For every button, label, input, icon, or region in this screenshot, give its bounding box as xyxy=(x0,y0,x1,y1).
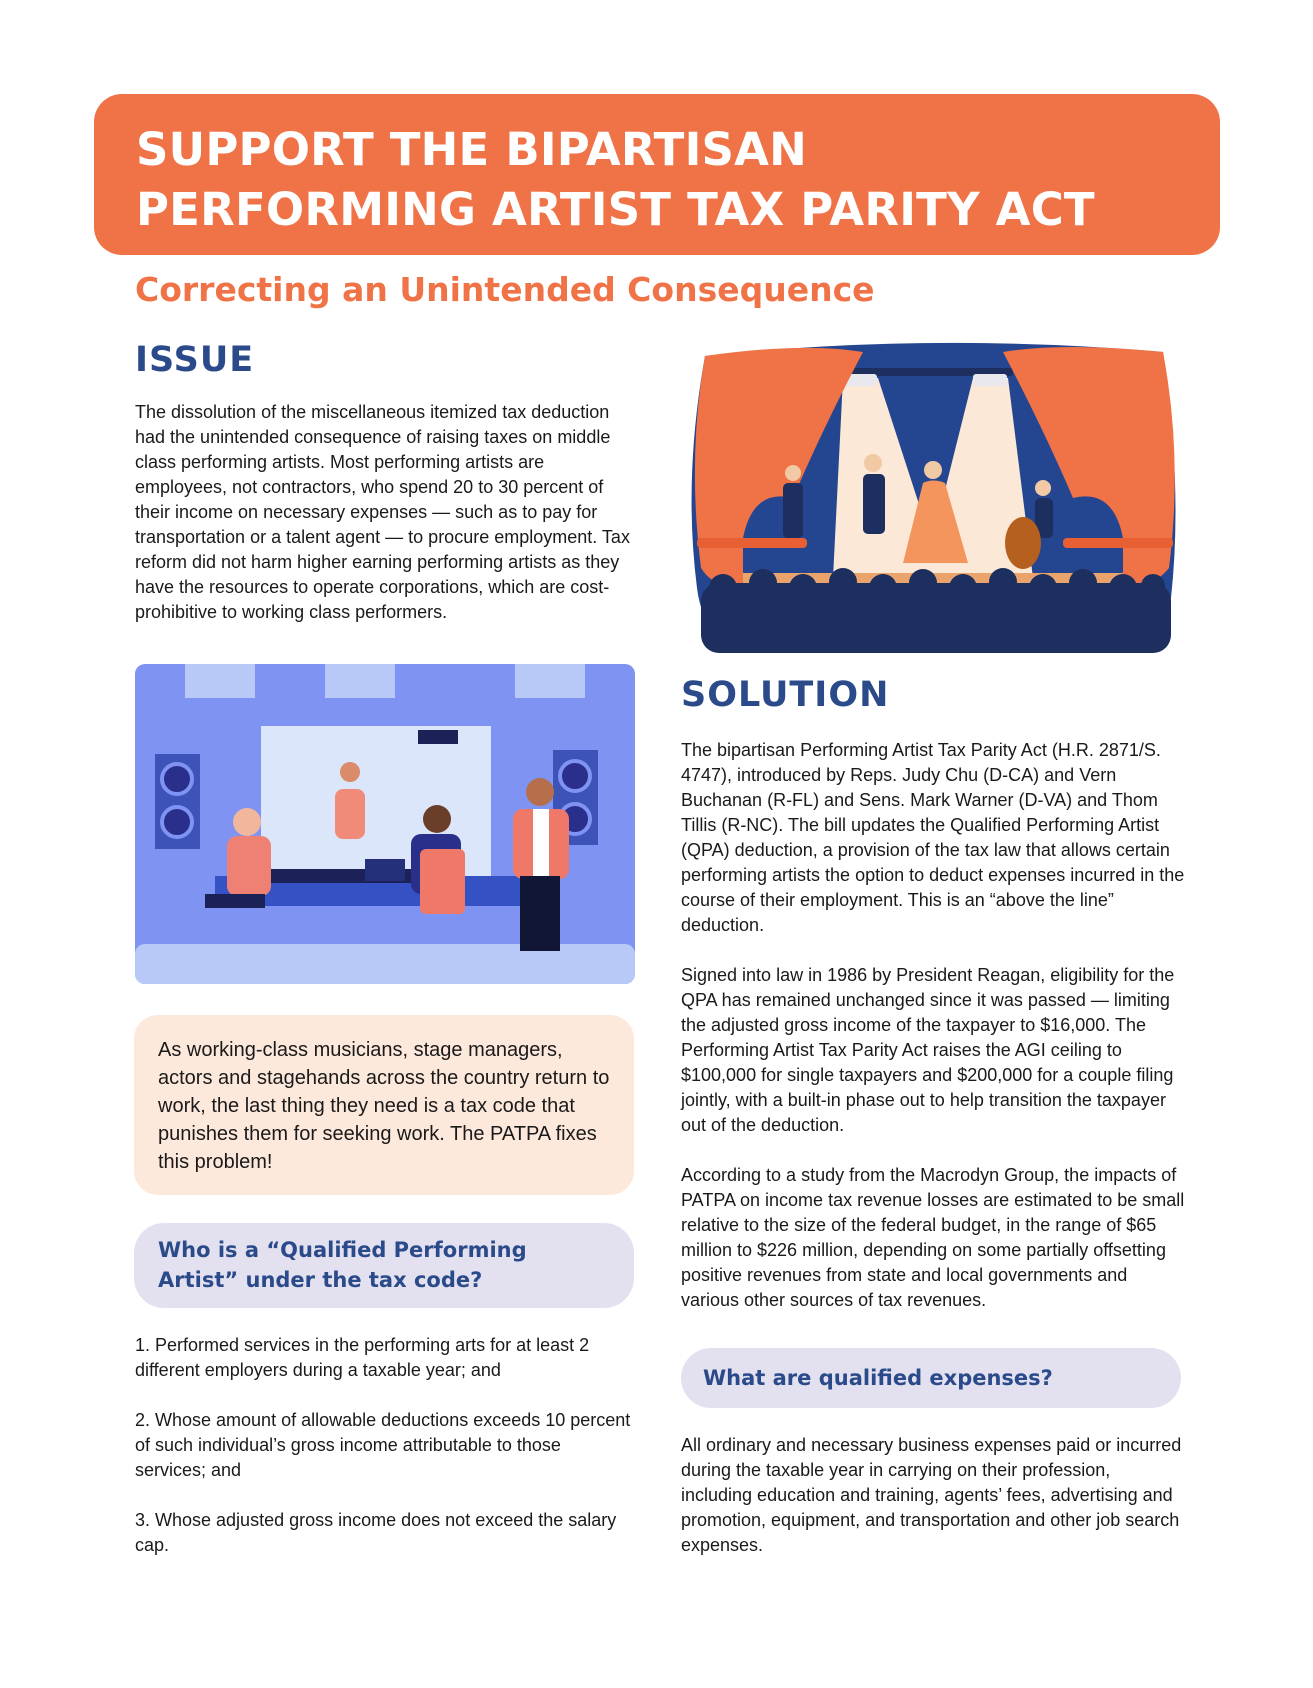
solution-paragraph: Signed into law in 1986 by President Reagan, eligibility for the QPA has remained unchanged since it was passed — limiting the adjusted gross income of the taxpayer to $16,000. The Performing Artist Tax Parity Act raises the AGI ceiling to $100,000 for single taxpayers and $200,000 for a couple filing jointly, with a built-in phase out to help transition the taxpayer out of the deduction. xyxy=(681,965,1175,1135)
banner-title-line-2: PERFORMING ARTIST TAX PARITY ACT xyxy=(136,183,1095,236)
list-item: 2. Whose amount of allowable deductions exceeds 10 percent of such individual’s gross income attributable to those services; and xyxy=(135,1410,631,1480)
issue-heading: ISSUE xyxy=(135,340,255,380)
qpa-heading: Who is a “Qualified Performing Artist” under the tax code? xyxy=(134,1223,634,1308)
callout-box: As working-class musicians, stage managers, actors and stagehands across the country return to work, the last thing they need is a tax code that punishes them for seeking work. The PATPA fixes this problem! xyxy=(134,1015,634,1195)
title-banner xyxy=(94,94,1220,255)
stage-performance-illustration xyxy=(683,338,1179,656)
issue-text: The dissolution of the miscellaneous itemized tax deduction had the unintended consequence of raising taxes on middle class performing artists. Most performing artists are employees, not contractors, who spend 20 to 30 percent of their income on necessary expenses — such as to pay for transportation or a talent agent — to procure employment. Tax reform did not harm higher earning performing artists as they have the resources to operate corporations, which are cost-prohibitive to working class performers. xyxy=(135,402,630,622)
expenses-heading: What are qualified expenses? xyxy=(681,1348,1181,1408)
qpa-criteria-list xyxy=(135,1333,635,1583)
solution-text xyxy=(681,738,1186,1338)
solution-paragraph: According to a study from the Macrodyn Group, the impacts of PATPA on income tax revenue losses are estimated to be small relative to the size of the federal budget, in the range of $65 million to $226 million, depending on some partially offsetting positive revenues from state and local governments and various other sources of tax revenues. xyxy=(681,1165,1185,1310)
recording-studio-illustration xyxy=(135,664,635,984)
banner-title-line-1: SUPPORT THE BIPARTISAN xyxy=(136,123,808,176)
list-item: 1. Performed services in the performing arts for at least 2 different employers during a taxable year; and xyxy=(135,1335,590,1380)
subtitle: Correcting an Unintended Consequence xyxy=(135,270,875,309)
solution-paragraph: The bipartisan Performing Artist Tax Parity Act (H.R. 2871/S. 4747), introduced by Reps. Judy Chu (D-CA) and Vern Buchanan (R-FL) and Sens. Mark Warner (D-VA) and Thom Tillis (R-NC). The bill updates the Qualified Performing Artist (QPA) deduction, a provision of the tax law that allows certain performing artists the option to deduct expenses incurred in the course of their employment. This is an “above the line” deduction. xyxy=(681,740,1185,935)
list-item: 3. Whose adjusted gross income does not exceed the salary cap. xyxy=(135,1510,617,1555)
solution-heading: SOLUTION xyxy=(681,675,890,715)
expenses-text: All ordinary and necessary business expenses paid or incurred during the taxable year in carrying on their profession, including education and training, agents’ fees, advertising and promotion, equipment, and transportation and other job search expenses. xyxy=(681,1435,1182,1555)
